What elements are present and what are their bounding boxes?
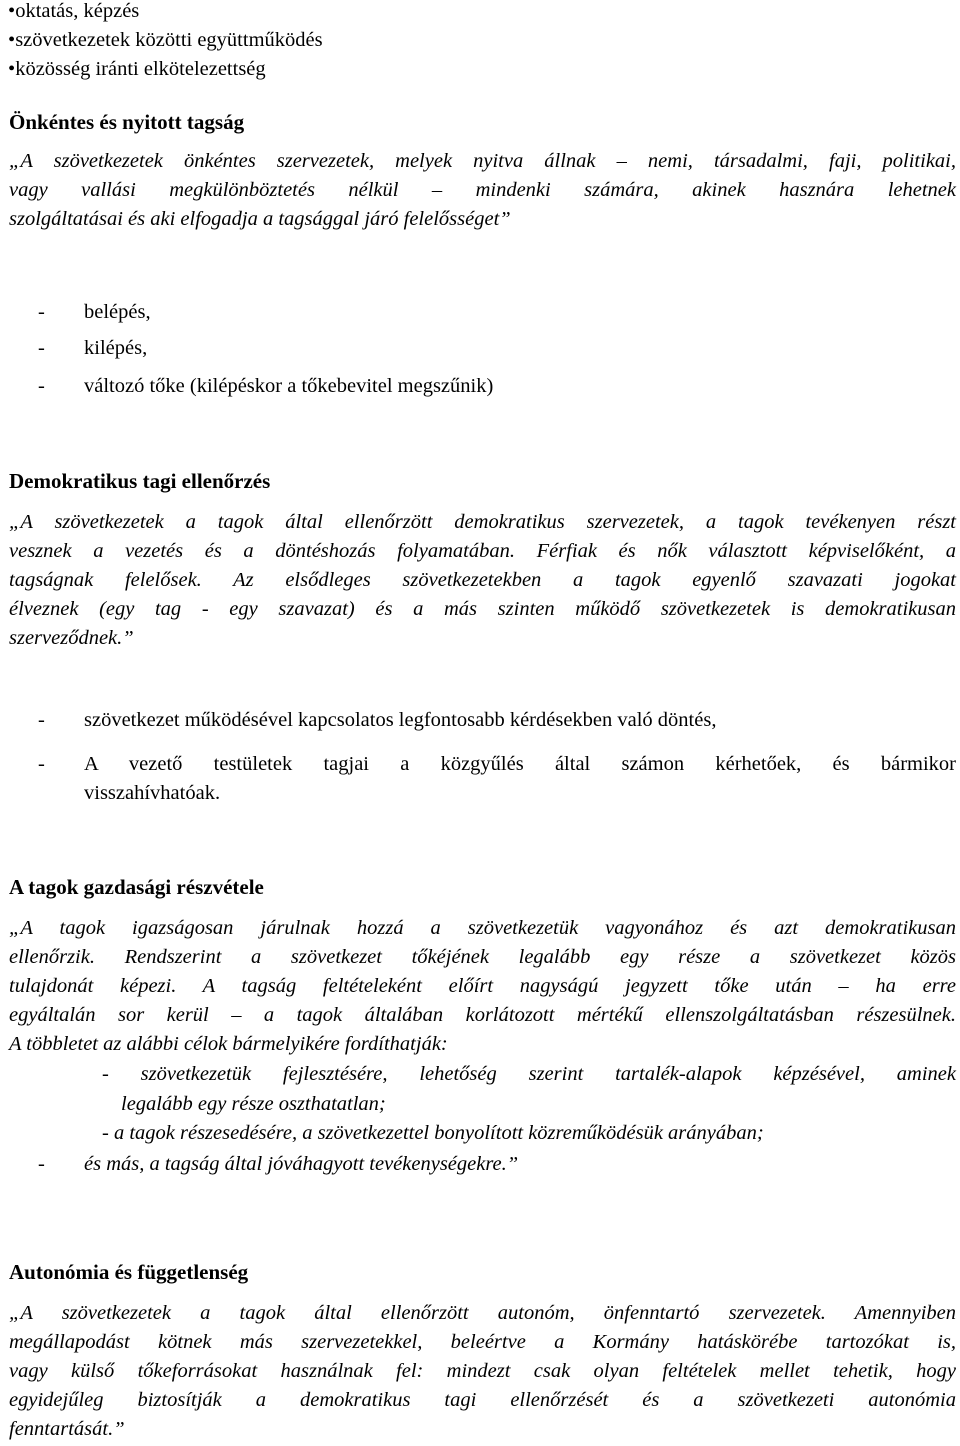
quote-line: vesznek a vezetés és a döntéshozás folyamatában. Férfiak és nők választott képviselőként, a [9, 540, 956, 562]
quote-paragraph [9, 1299, 956, 1444]
quote-paragraph [9, 147, 956, 234]
dash-glyph: - [38, 753, 45, 775]
section-heading: A tagok gazdasági részvétele [9, 875, 264, 899]
quote-paragraph [9, 508, 956, 653]
sub-list-item [102, 1060, 956, 1089]
bullet-text: közösség iránti elkötelezettség [15, 58, 266, 80]
bullet-item [8, 26, 323, 55]
list-item: változó tőke (kilépéskor a tőkebevitel megszűnik) [84, 375, 494, 397]
quote-line: „A szövetkezetek a tagok által ellenőrzött autonóm, önfenntartó szervezetek. Amennyiben [9, 1302, 956, 1324]
dash-glyph: - [38, 1153, 45, 1175]
bullet-text: oktatás, képzés [15, 0, 140, 22]
quote-line: élveznek (egy tag - egy szavazat) és a más szinten működő szövetkezetek is demokratikusan [9, 598, 956, 620]
list-item-line: A vezető testületek tagjai a közgyűlés által számon kérhetőek, és bármikor [84, 753, 956, 775]
section-heading: Önkéntes és nyitott tagság [9, 110, 245, 134]
bullet-text: szövetkezetek közötti együttműködés [15, 29, 323, 51]
section-heading: Demokratikus tagi ellenőrzés [9, 469, 271, 493]
section-heading: Autonómia és függetlenség [9, 1260, 249, 1284]
quote-line: tagságnak felelősek. Az elsődleges szövetkezetekben a tagok egyenlő szavazati jogokat [9, 569, 956, 591]
quote-line: ellenőrzik. Rendszerint a szövetkezet tőkéjének legalább egy része a szövetkezet közös [9, 946, 956, 968]
bullet-glyph: • [8, 58, 16, 80]
sub-list-item: - a tagok részesedésére, a szövetkezettel bonyolított közreműködésük arányában; [102, 1122, 764, 1144]
quote-line: egyidejűleg biztosítják a demokratikus tagi ellenőrzését és a szövetkezeti autonómia [9, 1389, 956, 1411]
quote-line: vagy vallási megkülönböztetés nélkül – mindenki számára, akinek hasznára lehetnek [9, 179, 956, 201]
quote-line: tulajdonát képezi. A tagság feltételeként előírt nagyságú jegyzett tőke után – ha erre [9, 975, 956, 997]
quote-line: fenntartását.” [9, 1418, 125, 1440]
quote-line: szerveződnek.” [9, 627, 134, 649]
quote-line: megállapodást kötnek más szervezetekkel, beleértve a Kormány hatáskörébe tartozókat is, [9, 1331, 956, 1353]
dash-glyph: - [38, 375, 45, 397]
list-item: és más, a tagság által jóváhagyott tevékenységekre.” [84, 1153, 519, 1175]
quote-line: „A szövetkezetek önkéntes szervezetek, melyek nyitva állnak – nemi, társadalmi, faji, politikai, [9, 150, 956, 172]
quote-paragraph [9, 914, 956, 1059]
bullet-glyph: • [8, 0, 16, 22]
bullet-item [8, 0, 139, 26]
list-item: belépés, [84, 301, 151, 323]
quote-line: „A szövetkezetek a tagok által ellenőrzött demokratikus szervezetek, a tagok tevékenyen részt [9, 511, 956, 533]
sub-list-item-continuation: legalább egy része oszthatatlan; [121, 1093, 386, 1115]
bullet-glyph: • [8, 29, 16, 51]
list-item: kilépés, [84, 337, 148, 359]
list-item: szövetkezet működésével kapcsolatos legfontosabb kérdésekben való döntés, [84, 709, 717, 731]
quote-line: A többletet az alábbi célok bármelyikére fordíthatják: [9, 1033, 448, 1055]
quote-line: szolgáltatásai és aki elfogadja a tagsággal járó felelősséget” [9, 208, 511, 230]
dash-glyph: - [38, 301, 45, 323]
list-item [84, 750, 956, 808]
dash-glyph: - [38, 709, 45, 731]
quote-line: egyáltalán sor kerül – a tagok általában korlátozott mértékű ellenszolgáltatásban részesülnek. [9, 1004, 956, 1026]
bullet-item [8, 55, 266, 84]
sub-list-line: - szövetkezetük fejlesztésére, lehetőség szerint tartalék-alapok képzésével, aminek [102, 1063, 956, 1085]
quote-line: „A tagok igazságosan járulnak hozzá a szövetkezetük vagyonához és azt demokratikusan [9, 917, 956, 939]
list-item-line: visszahívhatóak. [84, 782, 221, 804]
quote-line: vagy külső tőkeforrásokat használnak fel: mindezt csak olyan feltételek mellet tehetik, hogy [9, 1360, 956, 1382]
dash-glyph: - [38, 337, 45, 359]
